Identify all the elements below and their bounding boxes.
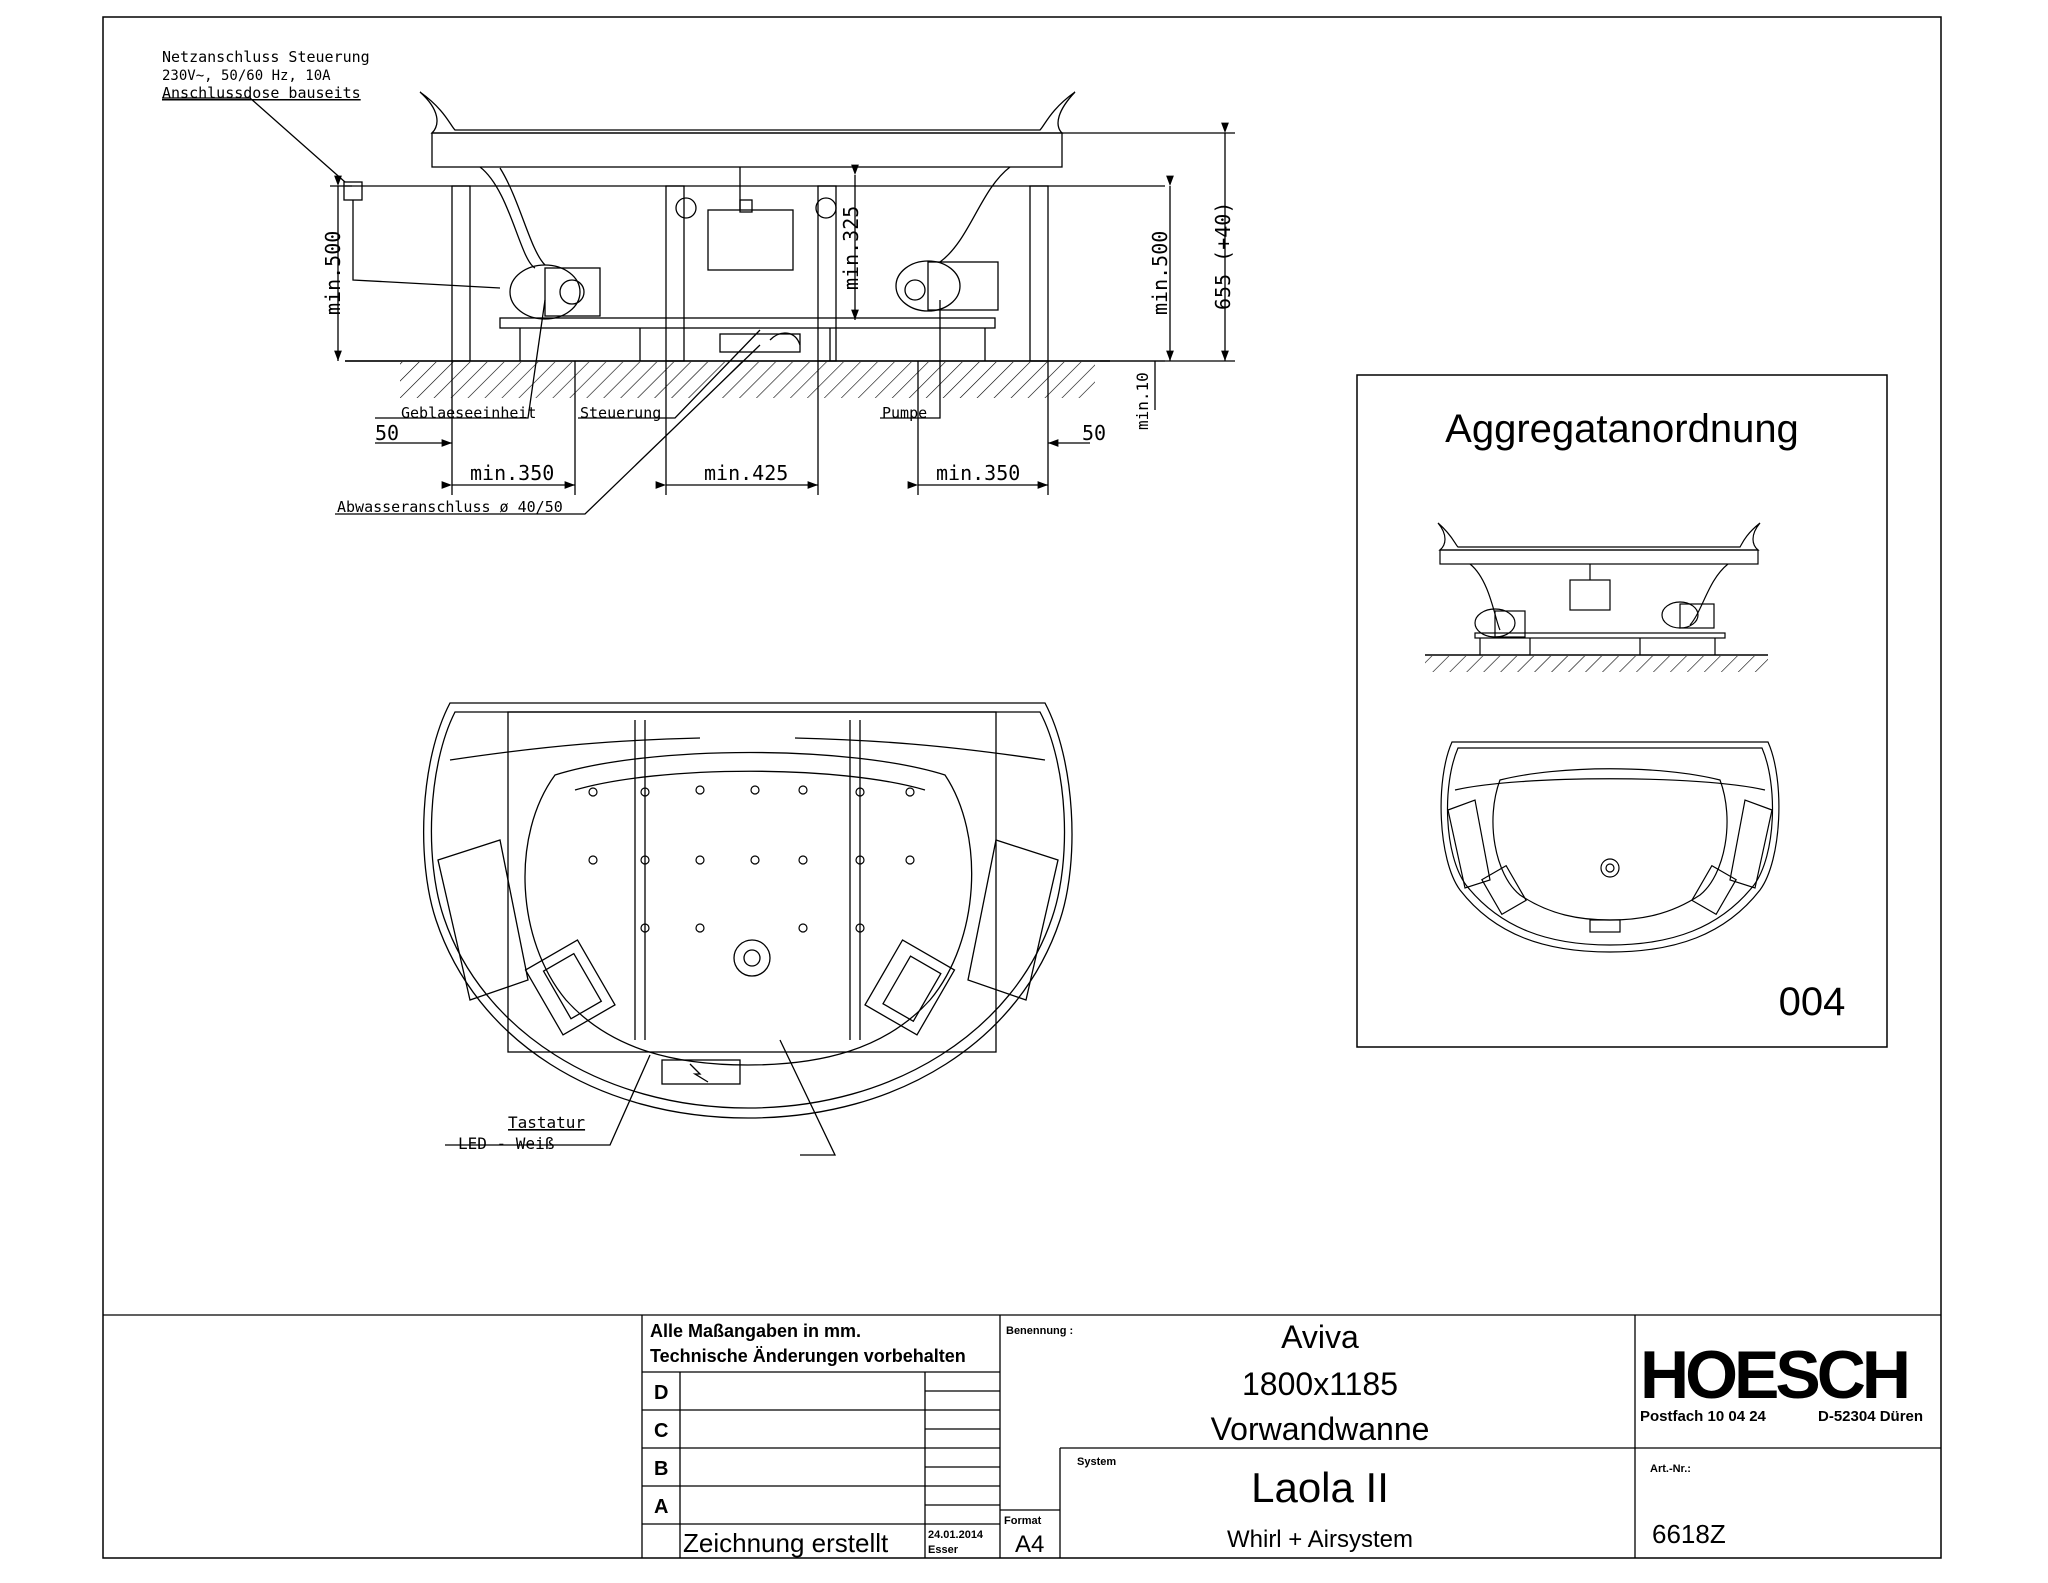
blower-label: Geblaeseeinheit [401, 404, 537, 422]
created-by: Esser [928, 1544, 958, 1556]
power-label-3: Anschlussdose bauseits [162, 84, 361, 102]
dim-height-655: 655 (+40) [1211, 201, 1235, 310]
inset-top-view [1441, 742, 1779, 952]
designation-label: Benennung : [1006, 1325, 1074, 1337]
notes-line-2: Technische Änderungen vorbehalten [650, 1346, 966, 1366]
power-label-2: 230V~, 50/60 Hz, 10A [162, 68, 331, 84]
address-city: D-52304 Düren [1818, 1408, 1924, 1425]
drain-label: Abwasseranschluss ø 40/50 [337, 498, 563, 516]
dim-left-min350: min.350 [470, 461, 555, 485]
format-label: Format [1004, 1515, 1042, 1527]
designation-line-1: Aviva [1281, 1319, 1359, 1355]
created-label: Zeichnung erstellt [683, 1528, 889, 1558]
dim-left-min500: min.500 [321, 230, 345, 315]
dim-right-min500: min.500 [1148, 230, 1172, 315]
revision-d: D [654, 1382, 669, 1404]
power-label-1: Netzanschluss Steuerung [162, 48, 370, 66]
article-label: Art.-Nr.: [1650, 1463, 1691, 1475]
format-value: A4 [1015, 1531, 1045, 1558]
address-postbox: Postfach 10 04 24 [1640, 1408, 1766, 1425]
dim-min10: min.10 [1133, 372, 1152, 430]
dim-right-50: 50 [1082, 421, 1107, 445]
led-label: LED - Weiß [458, 1134, 555, 1153]
designation-line-2: 1800x1185 [1242, 1366, 1398, 1402]
revision-a: A [654, 1496, 669, 1518]
inset-side-view [1425, 523, 1768, 672]
designation-line-3: Vorwandwanne [1210, 1411, 1430, 1447]
pump-label: Pumpe [882, 404, 928, 422]
company-logo: HOESCH [1640, 1337, 1907, 1413]
created-date: 24.01.2014 [928, 1529, 984, 1541]
inset-panel [1357, 375, 1887, 1047]
control-label: Steuerung [580, 404, 662, 422]
inset-number: 004 [1778, 980, 1846, 1024]
keypad-label: Tastatur [508, 1113, 586, 1132]
notes-line-1: Alle Maßangaben in mm. [650, 1321, 862, 1341]
article-number: 6618Z [1652, 1519, 1726, 1549]
system-subtitle: Whirl + Airsystem [1226, 1526, 1414, 1553]
revision-b: B [654, 1458, 669, 1480]
top-view [424, 703, 1072, 1155]
revision-c: C [654, 1420, 669, 1442]
dim-left-50: 50 [375, 421, 400, 445]
system-label: System [1077, 1456, 1117, 1468]
system-name: Laola II [1251, 1464, 1389, 1511]
dim-mid-min425: min.425 [704, 461, 789, 485]
dim-right-min350: min.350 [936, 461, 1021, 485]
dim-min325: min.325 [839, 205, 863, 290]
inset-title: Aggregatanordnung [1445, 407, 1799, 451]
